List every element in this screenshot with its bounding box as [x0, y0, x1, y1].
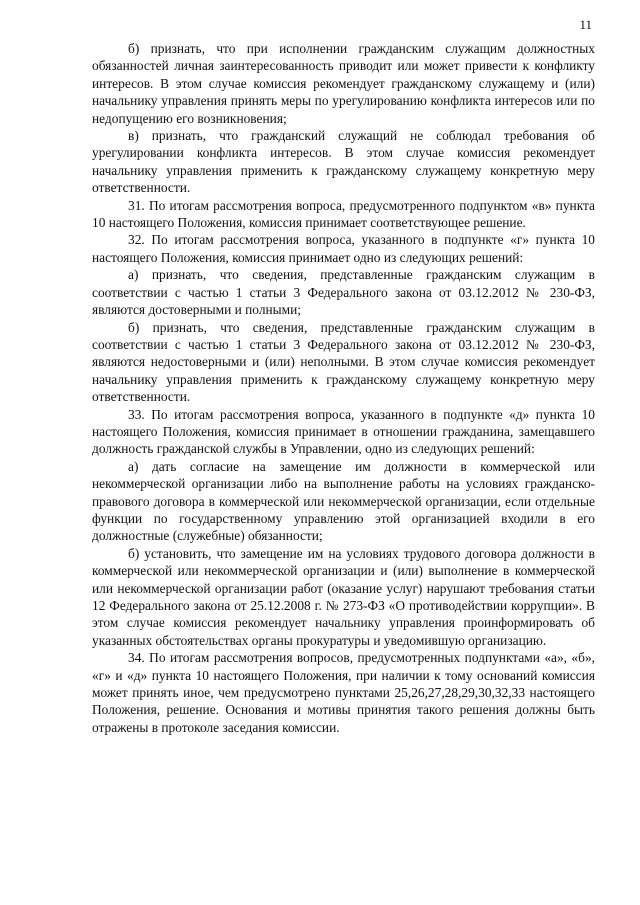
paragraph-b-conflict-resolution: б) признать, что при исполнении гражданским служащим должностных обязанностей личная заинтересованность приводит или может привести к конфликту интересов. В этом случае комиссия рекомендует гражданскому служащему и (или) начальнику управления принять меры по урегулированию конфликта интересов или по недопущению его возникновения;: [92, 41, 595, 126]
paragraph-33: 33. По итогам рассмотрения вопроса, указанного в подпункте «д» пункта 10 настоящего Положения, комиссия принимает в отношении гражданина, замещавшего должность гражданской службы в Управлении, одно из следующих решений:: [92, 406, 595, 457]
paragraph-33-b: б) установить, что замещение им на условиях трудового договора должности в коммерческой или некоммерческой организации и (или) выполнение в коммерческой или некоммерческой организации работ (оказание услуг) нарушают требования статьи 12 Федерального закона от 25.12.2008 г. № 273-ФЗ «О противодействии коррупции». В этом случае комиссия рекомендует начальнику управления проинформировать об указанных обстоятельствах органы прокуратуры и уведомившую организацию.: [92, 545, 595, 648]
paragraph-34: 34. По итогам рассмотрения вопросов, предусмотренных подпунктами «а», «б», «г» и «д» пункта 10 настоящего Положения, при наличии к тому оснований комиссия может принять иное, чем предусмотрено пунктами 25,26,27,28,29,30,32,33 настоящего Положения, решение. Основания и мотивы принятия такого решения должны быть отражены в протоколе заседания комиссии.: [92, 650, 595, 735]
paragraph-32-b: б) признать, что сведения, представленные гражданским служащим в соответствии с частью 1 статьи 3 Федерального закона от 03.12.2012 № 230-ФЗ, являются недостоверными и (или) неполными. В этом случае комиссия рекомендует начальнику управления применить к гражданскому служащему конкретную меру ответственности.: [92, 319, 595, 405]
paragraph-32: 32. По итогам рассмотрения вопроса, указанного в подпункте «г» пункта 10 настоящего Положения, комиссия принимает одно из следующих решений:: [92, 232, 595, 265]
paragraph-32-a: а) признать, что сведения, представленные гражданским служащим в соответствии с частью 1 статьи 3 Федерального закона от 03.12.2012 № 230-ФЗ, являются достоверными и полными;: [92, 267, 595, 318]
page-number: 11: [579, 17, 592, 32]
paragraph-31: 31. По итогам рассмотрения вопроса, предусмотренного подпунктом «в» пункта 10 настоящего Положения, комиссия принимает соответствующее решение.: [92, 197, 595, 231]
paragraph-v-conflict-violation: в) признать, что гражданский служащий не соблюдал требования об урегулировании конфликта интересов. В этом случае комиссия рекомендует начальнику управления применить к гражданскому служащему конкретную меру ответственности.: [92, 128, 595, 196]
document-body: [92, 40, 595, 736]
paragraph-33-a: а) дать согласие на замещение им должности в коммерческой или некоммерческой организации либо на выполнение работы на условиях гражданско-правового договора в коммерческой или некоммерческой организации, если отдельные функции по государственному управлению этой организацией входили в его должностные (служебные) обязанности;: [92, 458, 595, 544]
